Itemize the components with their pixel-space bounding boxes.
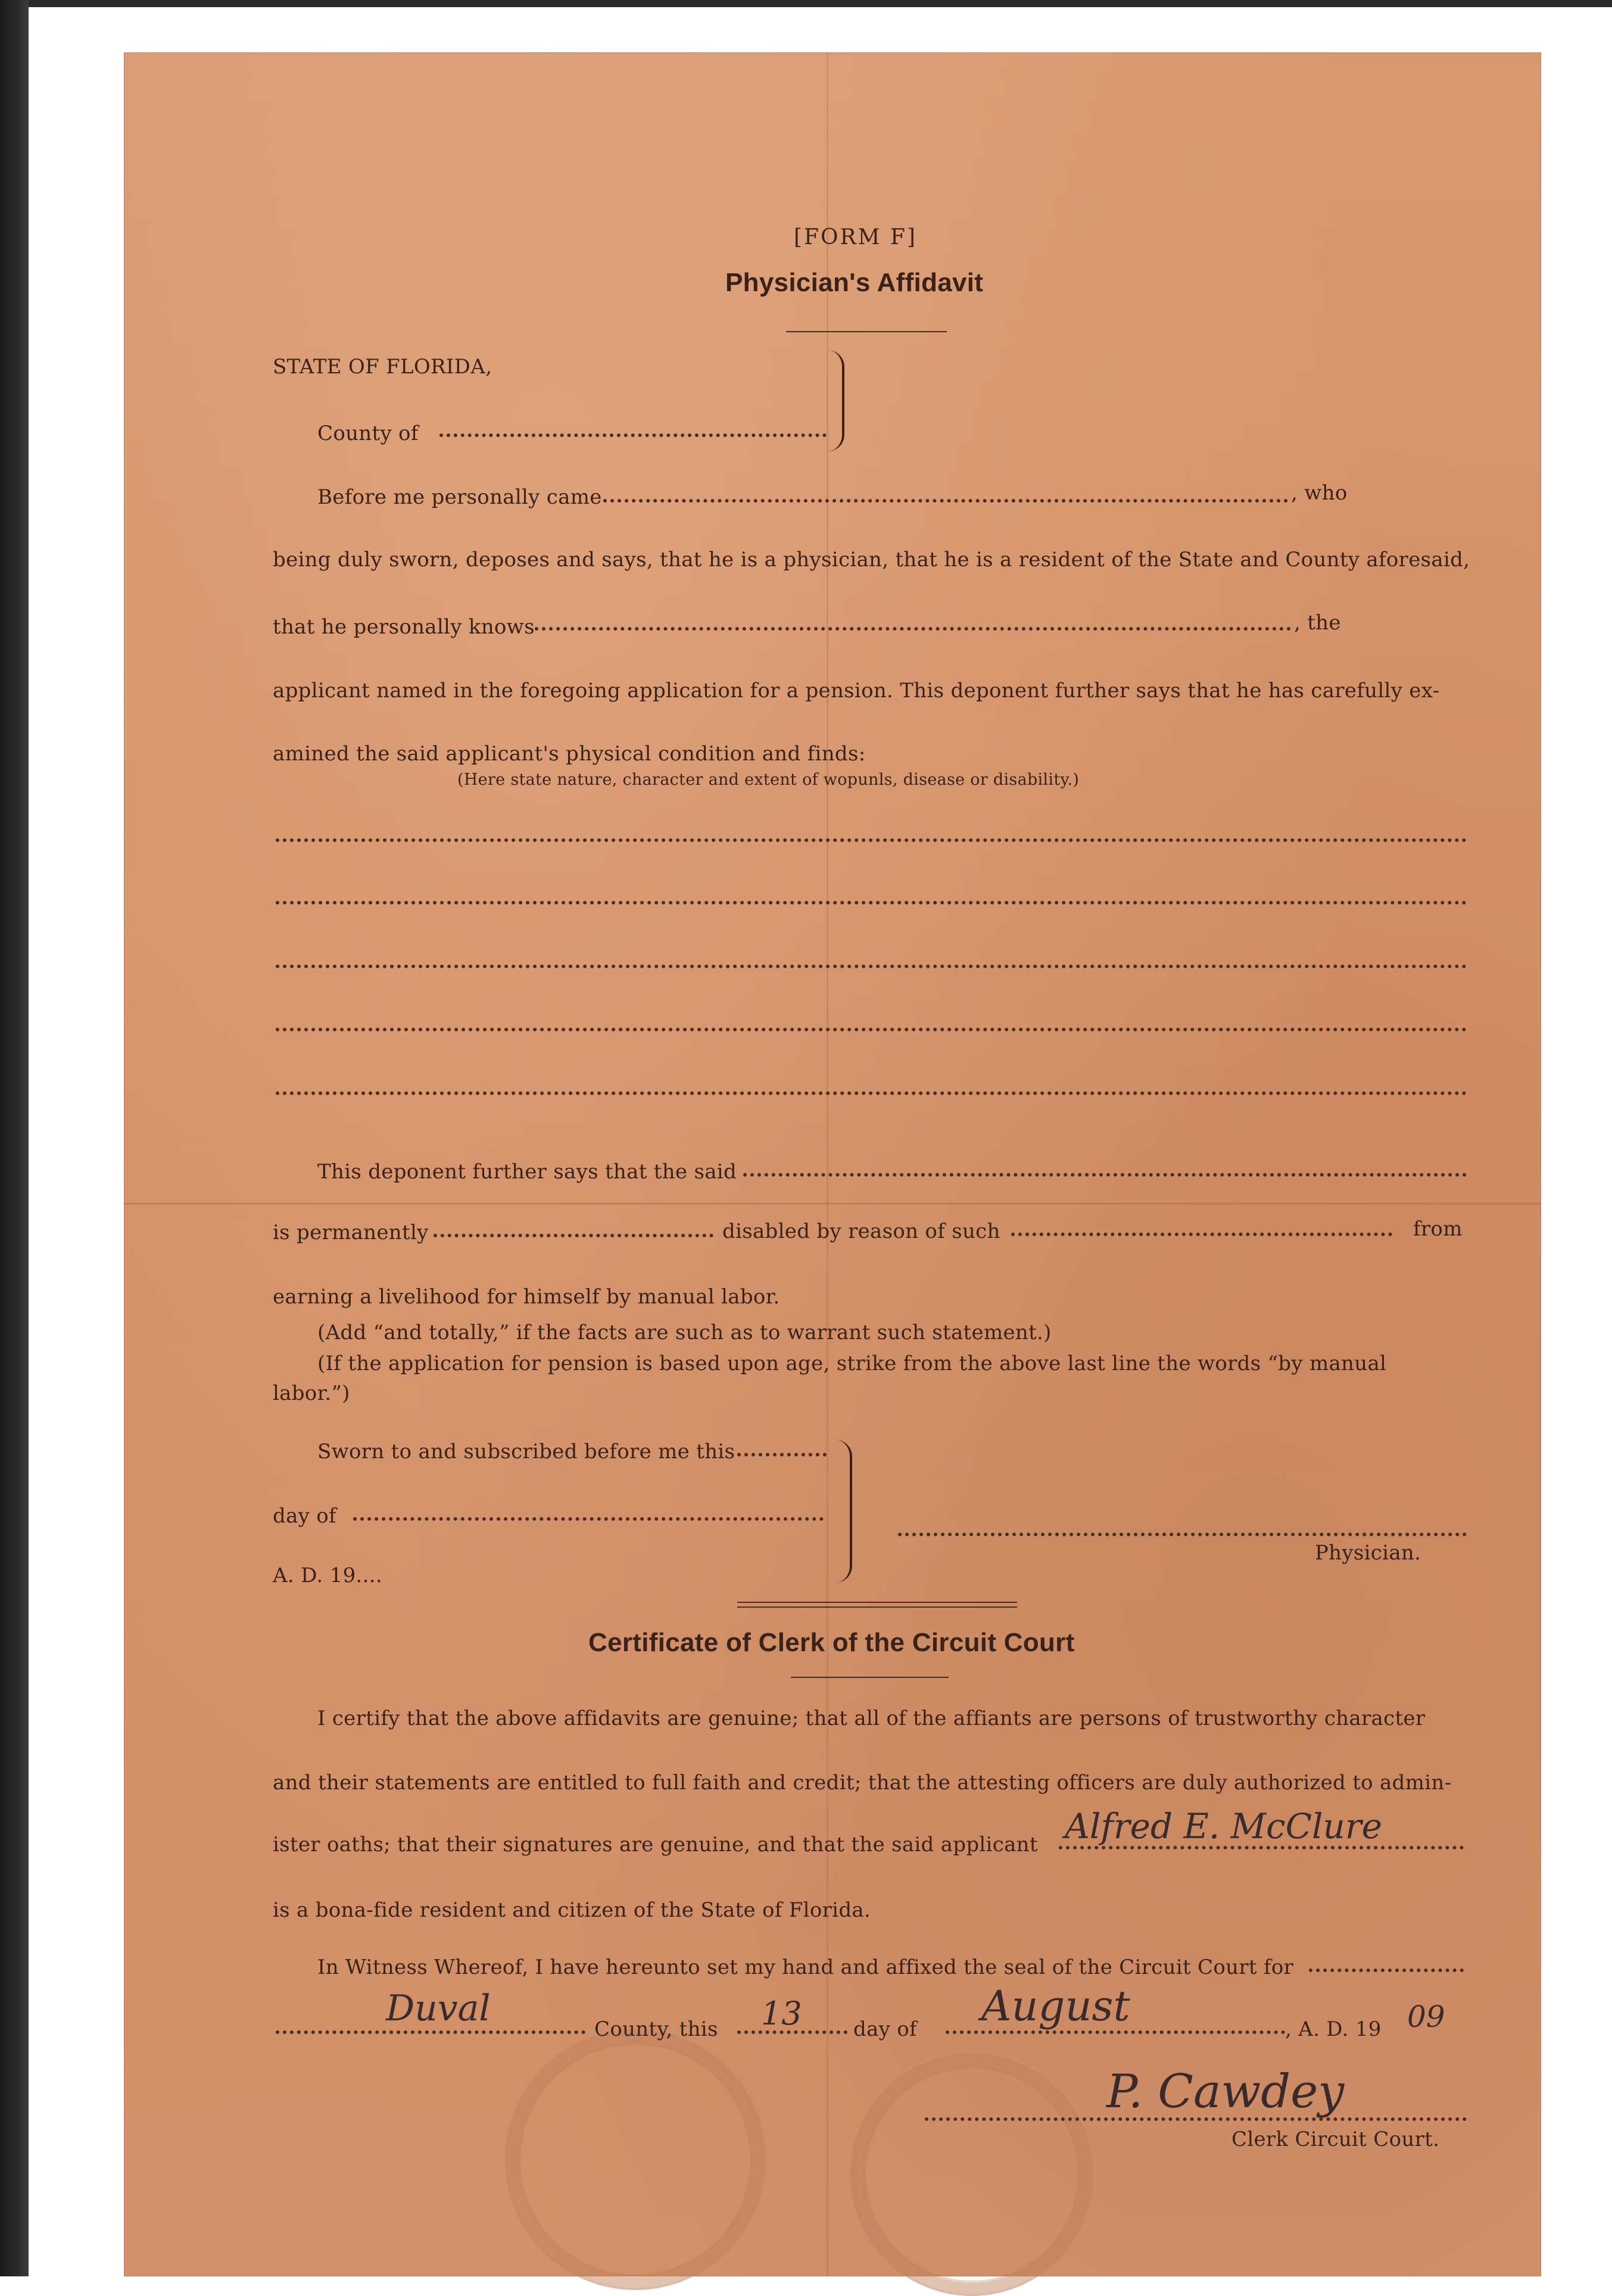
sworn-brace [835,1440,852,1583]
applicant-statement: applicant named in the foregoing application for a pension. This deponent further says that he has carefully ex- [273,679,1440,703]
handwritten-clerk-signature: P. Cawdey [1106,2065,1345,2119]
from-label: from [1413,1217,1463,1241]
sworn-day-blank [737,1453,827,1456]
totally-note: (Add “and totally,” if the facts are such as to warrant such statement.) [317,1321,1052,1344]
affidavit-paper [124,52,1541,2276]
such-blank [1011,1233,1392,1236]
state-brace [828,350,844,451]
certificate-line-5: In Witness Whereof, I have hereunto set my hand and affixed the seal of the Circuit Court for [317,1955,1294,1979]
form-label: [FORM F] [794,225,917,249]
age-note-line-2: labor.”) [273,1381,350,1405]
findings-line-4 [276,1028,1467,1031]
earning-statement: earning a livelihood for himself by manual labor. [273,1285,780,1309]
physician-signature-blank [898,1533,1467,1536]
physician-label: Physician. [1315,1541,1421,1565]
the-label: , the [1294,611,1341,635]
findings-line-5 [276,1091,1467,1095]
age-note-line-1: (If the application for pension is based upon age, strike from the above last line the words “by manual [317,1352,1387,1375]
section-double-rule-1 [737,1602,1017,1603]
sworn-statement: being duly sworn, deposes and says, that he is a physician, that he is a resident of the State and County aforesaid, [273,548,1470,572]
permanently-blank [434,1234,713,1237]
findings-line-1 [276,838,1467,842]
embossed-seal-right [850,2053,1093,2296]
state-label: STATE OF FLORIDA, [273,355,492,379]
certificate-line-3: ister oaths; that their signatures are genuine, and that the said applicant [273,1833,1038,1857]
county-label: County of [317,422,419,445]
cert-month-blank [946,2030,1285,2034]
nature-instruction: (Here state nature, character and extent of wopunls, disease or disability.) [457,770,1080,789]
county-this-label: County, this [594,2017,718,2041]
page-title: Physician's Affidavit [725,268,984,297]
day-of-label: day of [273,1504,336,1528]
permanently-label: is permanently [273,1221,429,1244]
handwritten-day: 13 [761,1995,802,2032]
handwritten-month: August [981,1982,1130,2030]
ad-19-label: A. D. 19.... [273,1564,382,1587]
came-blank [603,499,1288,503]
county-name-blank [276,2030,585,2034]
section-double-rule-2 [737,1606,1017,1608]
said-blank [743,1173,1467,1177]
clerk-label: Clerk Circuit Court. [1231,2127,1440,2151]
examined-statement: amined the said applicant's physical condition and finds: [273,742,866,766]
certificate-title: Certificate of Clerk of the Circuit Court [588,1628,1075,1657]
certificate-line-4: is a bona-fide resident and citizen of the State of Florida. [273,1898,871,1922]
sworn-to-label: Sworn to and subscribed before me this [317,1440,735,1464]
certificate-title-rule [791,1677,949,1678]
handwritten-county: Duval [386,1988,491,2029]
embossed-seal-left [505,2029,766,2290]
scanner-border-top [0,0,1612,7]
certificate-line-1: I certify that the above affidavits are genuine; that all of the affiants are persons of trustworthy character [317,1707,1426,1730]
cert-day-of-label: day of [853,2017,917,2041]
findings-line-2 [276,901,1467,904]
paper-fold-crease [124,1203,1541,1205]
disabled-label: disabled by reason of such [722,1219,1000,1243]
county-blank [439,433,827,437]
circuit-court-blank [1309,1969,1464,1972]
day-of-blank [353,1517,824,1521]
who-label: , who [1291,481,1348,505]
cert-ad-label: , A. D. 19 [1285,2017,1382,2041]
findings-line-3 [276,965,1467,968]
scanner-border-left [0,0,29,2276]
further-label: This deponent further says that the said [317,1160,737,1184]
knows-label: that he personally knows [273,615,535,639]
certificate-line-2: and their statements are entitled to full faith and credit; that the attesting officers are duly authorized to admin- [273,1771,1452,1795]
knows-blank [535,627,1291,631]
title-rule [786,331,947,332]
before-me-label: Before me personally came [317,485,602,509]
handwritten-year: 09 [1407,1999,1445,2034]
handwritten-applicant-name: Alfred E. McClure [1065,1806,1382,1846]
